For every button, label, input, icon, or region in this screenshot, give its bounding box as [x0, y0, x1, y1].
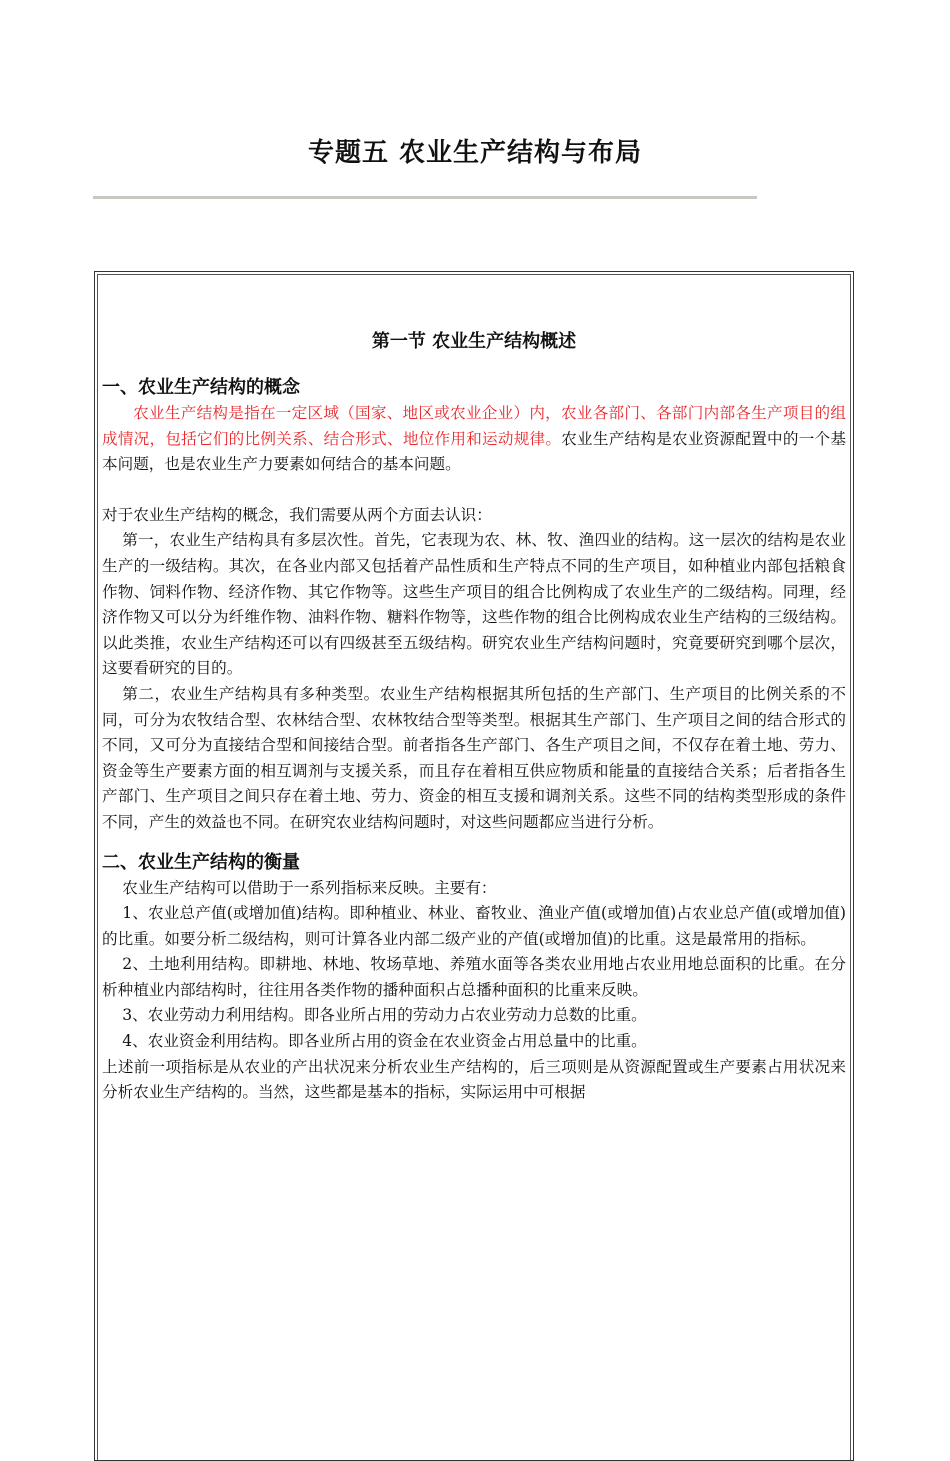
heading-measurement: 二、农业生产结构的衡量 [102, 851, 300, 873]
heading-concept: 一、农业生产结构的概念 [102, 377, 300, 398]
measure-intro-paragraph: 农业生产结构可以借助于一系列指标来反映。主要有： [122, 878, 497, 897]
title-divider [93, 196, 757, 199]
indicator-item: 2、土地利用结构。即耕地、林地、牧场草地、养殖水面等各类农业用地占农业用地总面积的比重。在分析种植业内部结构时，往往用各类作物的播种面积占总播种面积的比重来反映。 [102, 955, 846, 999]
indicator-item: 1、农业总产值(或增加值)结构。即种植业、林业、畜牧业、渔业产值(或增加值)占农业总产值(或增加值)的比重。如要分析二级结构，则可计算各业内部二级产业的产值(或增加值)的比重。这是最常用的指标。 [102, 904, 846, 948]
page-title: 专题五 农业生产结构与布局 [307, 138, 643, 168]
content-inner-frame [97, 274, 851, 1460]
definition-paragraph [102, 401, 846, 478]
section-title: 第一节 农业生产结构概述 [371, 331, 577, 352]
indicator-item: 4、农业资金利用结构。即各业所占用的资金在农业资金占用总量中的比重。 [122, 1032, 647, 1051]
definition-rest: 农业生产结构是农业资源配置中的一个基本问题，也是农业生产力要素如何结合的基本问题。 [102, 429, 846, 474]
content-frame [94, 271, 854, 1461]
definition-highlight: 农业生产结构是指在一定区域（国家、地区或农业企业）内，农业各部门、各部门内部各生产项目的组成情况，包括它们的比例关系、结合形式、地位作用和运动规律。 [102, 404, 846, 448]
spacer [102, 478, 846, 503]
indicator-item: 3、农业劳动力利用结构。即各业所占用的劳动力占农业劳动力总数的比重。 [122, 1006, 647, 1025]
point-one-paragraph: 第一，农业生产结构具有多层次性。首先，它表现为农、林、牧、渔四业的结构。这一层次的结构是农业生产的一级结构。其次，在各业内部又包括着产品性质和生产特点不同的生产项目，如种植业内部包括粮食作物、饲料作物、经济作物、其它作物等。这些生产项目的组合比例构成了农业生产的二级结构。同理，经济作物又可以分为纤维作物、油料作物、糖料作物等，这些作物的组合比例构成农业生产结构的三级结构。以此类推，农业生产结构还可以有四级甚至五级结构。研究农业生产结构问题时，究竟要研究到哪个层次，这要看研究的目的。 [102, 531, 846, 678]
intro-paragraph: 对于农业生产结构的概念，我们需要从两个方面去认识： [102, 505, 492, 524]
conclusion-paragraph: 上述前一项指标是从农业的产出状况来分析农业生产结构的，后三项则是从资源配置或生产要素占用状况来分析农业生产结构的。当然，这些都是基本的指标，实际运用中可根据 [102, 1057, 846, 1102]
point-two-paragraph: 第二，农业生产结构具有多种类型。农业生产结构根据其所包括的生产部门、生产项目的比例关系的不同，可分为农牧结合型、农林结合型、农林牧结合型等类型。根据其生产部门、生产项目之间的结合形式的不同，又可分为直接结合型和间接结合型。前者指各生产部门、各生产项目之间，不仅存在着土地、劳力、资金等生产要素方面的相互调剂与支援关系，而且存在着相互供应物质和能量的直接结合关系；后者指各生产部门、生产项目之间只存在着土地、劳力、资金的相互支援和调剂关系。这些不同的结构类型形成的条件不同，产生的效益也不同。在研究农业结构问题时，对这些问题都应当进行分析。 [102, 684, 846, 831]
